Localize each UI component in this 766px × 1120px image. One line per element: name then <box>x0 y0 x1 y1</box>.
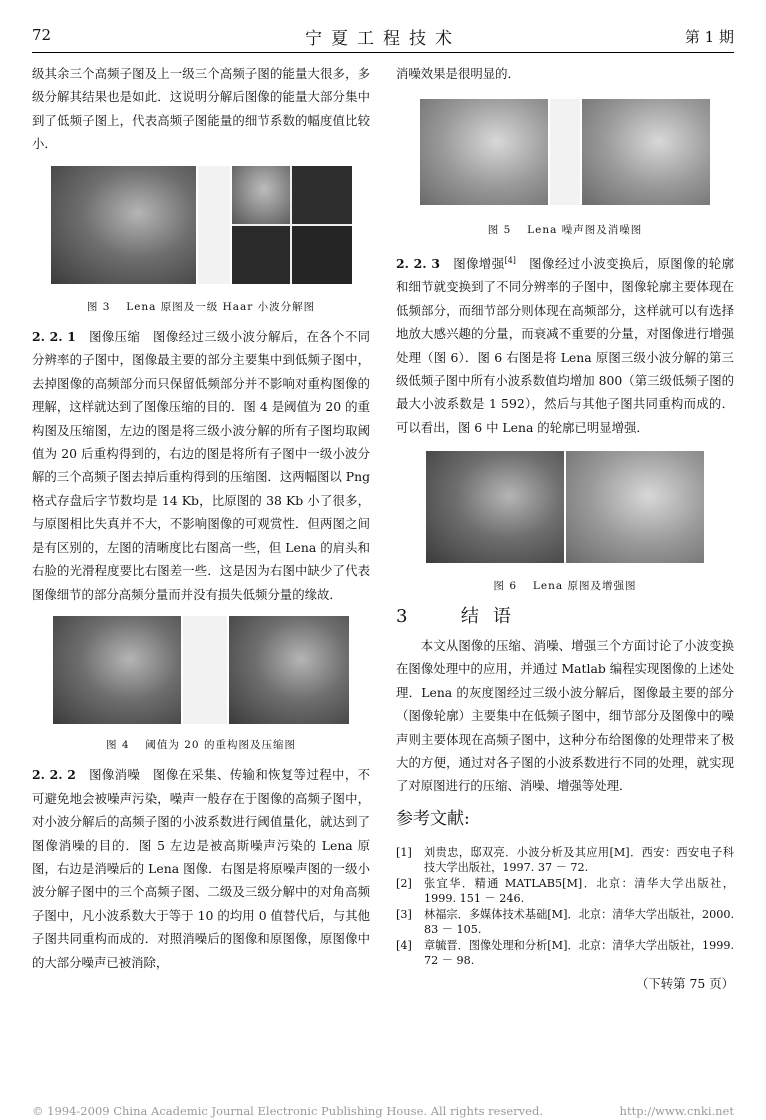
copyright-notice: © 1994-2009 China Academic Journal Electronic Publishing House. All rights reserved. <box>32 1104 543 1118</box>
haar-decomposition-image <box>232 166 352 284</box>
page-footer <box>32 1104 734 1118</box>
image-gap <box>198 166 230 284</box>
figure-4-caption: 图 4 阈值为 20 的重构图及压缩图 <box>106 738 296 751</box>
section-body: 图像经过小波变换后，原图像的轮廓和细节就变换到了不同分辨率的子图中，图像轮廓主要体现在低频部分，而细节部分则体现在高频部分，这样就可以有选择地放大感兴趣的分量，而衰减不重要的分量，对图像进行增强处理（图 6）．图 6 右图是将 Lena 原图三级小波分解的第三级低频子图中所有小波系数值均增加 800（第三级低频子图的最大小波系数是 1 592），然后与其他子图共同重构而成的．可以看出，图 6 中 Lena 的轮廓已明显增强． <box>396 255 734 435</box>
figure-5-caption: 图 5 Lena 噪声图及消噪图 <box>487 224 643 237</box>
hl-subband <box>292 166 352 224</box>
website-link[interactable]: http://www.cnki.net <box>619 1104 734 1118</box>
journal-title: 宁夏工程技术 <box>305 29 461 49</box>
reference-text: 刘贵忠，邸双亮．小波分析及其应用[M]．西安：西安电子科技大学出版社，1997. 37 － 72. <box>424 846 734 875</box>
reference-item <box>396 845 734 875</box>
reference-number: [4] <box>396 939 412 953</box>
figure-5 <box>396 99 734 205</box>
citation: [4] <box>504 255 516 265</box>
paragraph: 级其余三个高频子图及上一级三个高频子图的能量大很多，多级分解其结果也是如此．这说明分解后图像的能量大部分集中到了低频子图上，代表高频子图能量的细节系数的幅度值比较小． <box>32 66 370 152</box>
reference-number: [3] <box>396 908 412 922</box>
lh-subband <box>232 226 290 284</box>
reference-item <box>396 938 734 968</box>
section-number: 2. 2. 2 <box>32 767 76 783</box>
reference-item <box>396 876 734 906</box>
hh-subband <box>292 226 352 284</box>
reconstructed-image <box>53 616 181 724</box>
denoised-lena-image <box>582 99 710 205</box>
section-number: 2. 2. 1 <box>32 329 76 345</box>
section-2-2-1 <box>32 325 370 606</box>
section-title: 图像增强 <box>440 255 505 271</box>
figure-3 <box>32 166 370 284</box>
section-number: 3 <box>396 605 422 627</box>
paragraph: 消噪效果是很明显的． <box>396 66 520 81</box>
section-body: 图像消噪 图像在采集、传输和恢复等过程中，不可避免地会被噪声污染，噪声一般存在于图像的高频子图中，对小波分解后的高频子图的小波系数进行阈值量化，就达到了图像消噪的目的．图 5 左边是被高斯噪声污染的 Lena 原图，右边是消噪后的 Lena 图像．右图是将原噪声图的一级小波分解子图中的三个高频子图、二级及三级分解中的对角高频子图中，凡小波系数大于等于 10 的均用 0 值替代后，与其他子图共同重构而成的．对照消噪后的图像和原图像，原图像中的大部分噪声已被消除， <box>32 767 371 970</box>
ll-subband <box>232 166 290 224</box>
reference-number: [2] <box>396 877 412 891</box>
reference-number: [1] <box>396 846 412 860</box>
section-title: 结语 <box>460 605 525 627</box>
page-number: 72 <box>32 26 52 44</box>
continued-note: （下转第 75 页） <box>636 976 734 992</box>
right-column <box>396 62 734 996</box>
compressed-image <box>229 616 349 724</box>
section-3-heading <box>396 605 734 628</box>
left-column <box>32 62 370 974</box>
figure-3-caption: 图 3 Lena 原图及一级 Haar 小波分解图 <box>86 300 316 313</box>
image-gap <box>550 99 580 205</box>
image-gap <box>183 616 227 724</box>
section-2-2-3 <box>396 249 734 439</box>
references-heading: 参考文献: <box>396 808 470 829</box>
references-list <box>396 845 734 968</box>
figure-4 <box>32 616 370 724</box>
noisy-lena-image <box>420 99 548 205</box>
reference-text: 章毓晋．图像处理和分析[M]．北京：清华大学出版社，1999. 72 － 98. <box>424 939 734 968</box>
section-body: 图像压缩 图像经过三级小波分解后，在各个不同分辨率的子图中，图像最主要的部分主要集中到低频子图中，去掉图像的高频部分而只保留低频部分并不影响对重构图像的理解，这样就达到了图像压缩的目的．图 4 是阈值为 20 的重构图及压缩图，左边的图是将三级小波分解的所有子图均取阈值为 20 后重构得到的，右边的图是将所有子图中一级小波分解的三个高频子图去掉后重构得到的压缩图．这两幅图以 Png 格式存盘后字节数均是 14 Kb，比原图的 38 Kb 小了很多，与原图相比失真并不大，不影响图像的可观赏性．但两图之间是有区别的，左图的清晰度比右图高一些，但 Lena 的肩头和右脸的光滑程度要比右图差一些．这是因为右图中缺少了代表图像细节的部分高频分量而并没有损失低频分量的缘故． <box>32 329 371 602</box>
lena-original-image <box>426 451 564 563</box>
section-2-2-2 <box>32 763 370 974</box>
figure-6 <box>396 451 734 563</box>
figure-6-caption: 图 6 Lena 原图及增强图 <box>493 580 637 593</box>
reference-item <box>396 907 734 937</box>
section-number: 2. 2. 3 <box>396 255 440 271</box>
lena-original-image <box>51 166 196 284</box>
issue-label: 第 1 期 <box>684 28 734 46</box>
enhanced-lena-image <box>566 451 704 563</box>
conclusion-paragraph: 本文从图像的压缩、消噪、增强三个方面讨论了小波变换在图像处理中的应用，并通过 Matlab 编程实现图像的上述处理．Lena 的灰度图经过三级小波分解后，图像最主要的部分（图像轮廓）主要集中在低频子图中，细节部分及图像中的噪声则主要体现在高频子图中，这种分布给图像的处理带来了极大的方便，通过对各子图的小波系数进行不同的处理，就实现了对原图进行的压缩、消噪、增强等处理． <box>396 638 734 794</box>
reference-text: 林福宗．多媒体技术基础[M]．北京：清华大学出版社，2000. 83 － 105. <box>424 908 734 937</box>
running-header <box>32 22 734 53</box>
reference-text: 张宜华．精通 MATLAB5[M]．北京：清华大学出版社，1999. 151 － 246. <box>424 877 734 906</box>
